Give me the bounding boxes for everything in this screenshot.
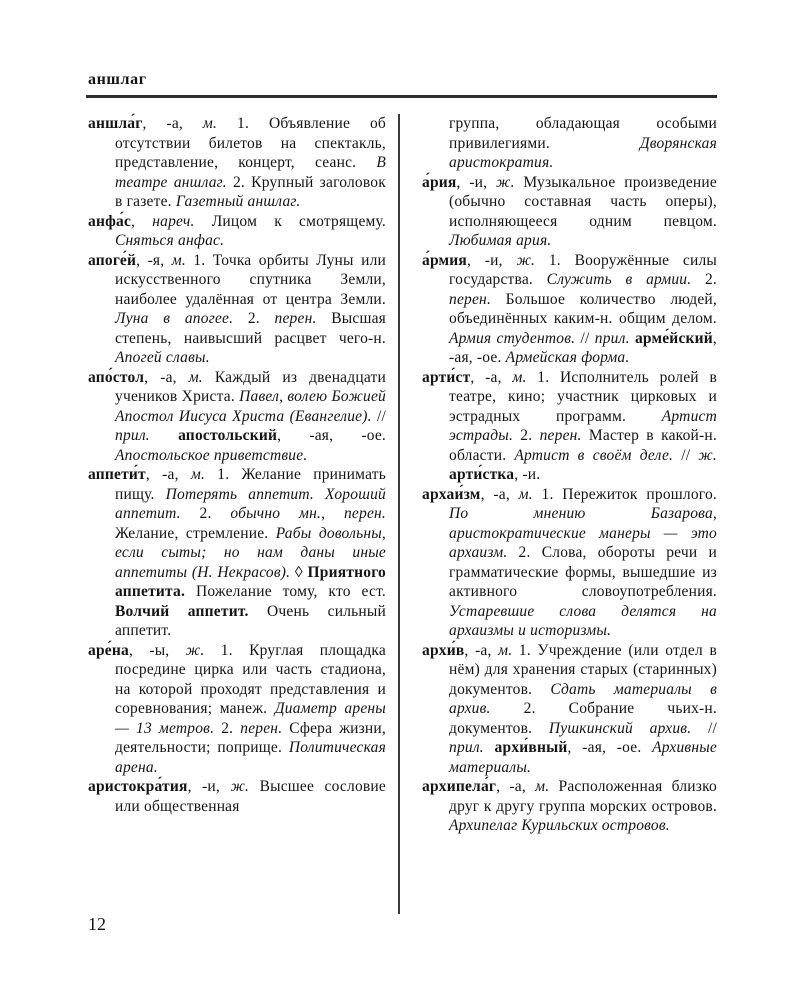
bold-term: архи́вный <box>494 739 568 756</box>
definition-text: Пожелание тому, кто ест. <box>185 583 386 600</box>
definition-text: , -и, <box>467 251 517 269</box>
definition-text: 2. Слова, обороты речи и грамматические формы, вышедшие из активного словоупотребления. <box>449 544 717 600</box>
right-column <box>422 114 717 914</box>
italic-example: м. <box>518 485 533 503</box>
definition-text <box>150 427 178 444</box>
entry-anshlag <box>88 114 386 212</box>
bold-term: Приятного аппетита. <box>115 563 386 600</box>
italic-example: м. <box>202 115 218 132</box>
definition-text: Очень сильный аппетит. <box>115 602 387 639</box>
definition-text: Высшее сословие или общественная <box>115 778 386 815</box>
entry-aristokratiya-continued <box>422 114 717 173</box>
definition-text: , -ая, -ое. <box>449 329 717 366</box>
definition-text: 2. Собрание чьих-н. документов. <box>449 700 717 737</box>
italic-example: обычно мн., перен. <box>230 505 386 522</box>
definition-text: , -а, <box>496 778 536 795</box>
definition-text: , -ая, -ое. <box>277 427 386 444</box>
definition-text: Желание, стремление. <box>115 524 276 542</box>
italic-example: Диаметр арены — 13 метров. <box>115 700 386 737</box>
definition-text: , -а, <box>142 115 203 132</box>
definition-text: Лицом к смотрящему. <box>194 212 387 230</box>
entry-aristokratiya <box>88 777 386 816</box>
definition-text <box>484 739 495 756</box>
headword: архаи́зм <box>422 485 481 503</box>
italic-example: ж. <box>516 251 536 269</box>
italic-example: Луна в апогее. <box>115 310 234 327</box>
italic-example: Павел, волею Божией Апостол Иисуса Христа (Евангелие). <box>115 388 386 425</box>
italic-example: Апостольское приветствие. <box>115 446 308 464</box>
headword: архипела́г <box>422 778 497 795</box>
header-rule <box>86 95 717 98</box>
definition-text: , -ая, -ое. <box>567 739 653 756</box>
headword: архи́в <box>422 641 465 659</box>
definition-text: , -и, <box>456 173 496 191</box>
entry-apostol <box>88 368 386 466</box>
definition-text: 2. <box>691 271 717 288</box>
definition-text: Сфера жизни, деятельности; поприще. <box>115 719 386 756</box>
italic-example: м. <box>512 368 527 386</box>
italic-example: м. <box>188 368 203 386</box>
italic-example: ж. <box>185 641 205 659</box>
entry-armiya <box>422 251 717 368</box>
definition-text: 2. <box>180 505 231 522</box>
italic-example: м. <box>535 778 550 795</box>
italic-example: В театре аншлаг. <box>115 154 386 191</box>
italic-example: прил. <box>594 329 630 347</box>
headword: а́рмия <box>422 251 468 269</box>
definition-text: , -и, <box>187 778 231 795</box>
italic-example: Архивные материалы. <box>449 739 717 776</box>
definition-text: , -а, <box>480 485 519 503</box>
definition-text: 1. Объявление об отсутствии билетов на спектакль, представление, концерт, сеанс. <box>115 115 386 171</box>
italic-example: перен. <box>539 427 582 444</box>
italic-example: Устаревшие слова делятся на архаизмы и историзмы. <box>449 602 717 639</box>
definition-text: , -я, <box>136 251 172 269</box>
definition-text: // <box>673 446 699 464</box>
italic-example: Политическая арена. <box>115 739 386 776</box>
entry-arena <box>88 641 386 778</box>
italic-example: Сняться анфас. <box>115 232 225 249</box>
italic-example: Артист в своём деле. <box>514 446 674 464</box>
italic-example: Архипелаг Курильских островов. <box>449 817 670 834</box>
definition-text: // <box>691 719 717 737</box>
italic-example: Армейская форма. <box>505 349 630 366</box>
definition-text: 1. Желание принимать пищу. <box>115 466 386 503</box>
definition-text: , -а, <box>464 641 499 659</box>
definition-text: 2. Крупный заголовок в газете. <box>115 173 386 210</box>
definition-text: , -и. <box>514 466 541 483</box>
italic-example: Служить в армии. <box>546 271 692 288</box>
italic-example: м. <box>171 251 186 269</box>
entry-arkhiv <box>422 641 717 778</box>
italic-example: Газетный аншлаг. <box>175 193 301 210</box>
definition-text: группа, обладающая особыми привилегиями. <box>449 115 717 152</box>
italic-example: Потерять аппетит. Хороший аппетит. <box>115 485 386 522</box>
definition-text: ◊ <box>290 563 308 581</box>
definition-text: 1. Учреждение (или отдел в нём) для хранения старых (старинных) документов. <box>449 641 717 698</box>
headword: апоге́й <box>88 251 137 269</box>
headword: анфа́с <box>88 212 132 230</box>
definition-text: 2. <box>233 310 275 327</box>
italic-example: прил. <box>449 739 484 756</box>
bold-term: арме́йский <box>634 329 713 347</box>
entry-arkhipelag <box>422 777 717 836</box>
italic-example: Апогей славы. <box>115 349 210 366</box>
definition-text: Высшая степень, наивысший расцвет чего-н. <box>115 310 386 347</box>
definition-text: 1. Пережиток прошлого. <box>532 485 717 503</box>
headword: аншла́г <box>88 115 143 132</box>
definition-text: , -а, <box>144 368 189 386</box>
entry-ariya <box>422 173 717 251</box>
italic-example: Любимая ария. <box>449 232 552 249</box>
headword: арти́ст <box>422 368 471 386</box>
entry-appetit <box>88 465 386 641</box>
bold-term: арти́стка <box>449 466 515 483</box>
definition-text: Расположенная близко друг к другу группа морских островов. <box>449 778 717 815</box>
entry-artist <box>422 368 717 485</box>
left-column <box>88 114 386 914</box>
definition-text: Музыкальное произведение (обычно составная часть оперы), исполняющееся одним певцом. <box>449 173 717 230</box>
bold-term: апостольский <box>178 427 278 444</box>
italic-example: перен. <box>274 310 317 327</box>
definition-text: , -а, <box>145 466 191 483</box>
entry-apogey <box>88 251 386 368</box>
entry-anfas <box>88 212 386 251</box>
definition-text: Большое количество людей, объединённых каким-н. общим делом. <box>449 290 717 327</box>
running-head: аншлаг <box>88 71 147 88</box>
italic-example: м. <box>498 641 513 659</box>
definition-text: 1. Вооружённые силы государства. <box>449 251 717 288</box>
definition-text: 1. Исполнитель ролей в театре, кино; участник цирковых и эстрадных программ. <box>449 368 717 425</box>
headword: апо́стол <box>88 368 145 386</box>
headword: аре́на <box>88 641 129 659</box>
definition-text: , <box>131 212 153 230</box>
page-number: 12 <box>88 914 106 934</box>
italic-example: Артист эстрады. <box>449 407 717 444</box>
italic-example: Сдать материалы в архив. <box>449 680 717 717</box>
italic-example: ж. <box>230 778 250 795</box>
italic-example: Армия студентов. <box>449 329 576 347</box>
italic-example: Рабы довольны, если сыты; но нам даны иные аппетиты (Н. Некрасов). <box>115 524 386 581</box>
bold-term: Волчий аппетит. <box>115 602 249 620</box>
definition-text: , -ы, <box>128 641 186 659</box>
italic-example: Дворянская аристократия. <box>449 134 717 171</box>
italic-example: перен. <box>240 719 283 737</box>
italic-example: ж. <box>495 173 515 191</box>
italic-example: перен. <box>449 290 492 308</box>
italic-example: По мнению Базарова, аристократические манеры — это архаизм. <box>449 505 717 561</box>
definition-text: Мастер в какой-н. области. <box>449 427 717 464</box>
italic-example: ж. <box>698 446 717 464</box>
definition-text: // <box>371 407 386 425</box>
italic-example: м. <box>190 466 206 483</box>
definition-text: 1. Круглая площадка посредине цирка или часть стадиона, на которой проходят представления и соревнования; манеж. <box>115 641 386 717</box>
definition-text: , -а, <box>470 368 513 386</box>
italic-example: прил. <box>115 427 150 444</box>
italic-example: Пушкинский архив. <box>548 719 692 737</box>
entry-arkhaizm <box>422 485 717 641</box>
definition-text: 1. Точка орбиты Луны или искусственного спутника Земли, наиболее удалённая от центра Земли. <box>115 251 386 308</box>
definition-text: // <box>575 329 595 347</box>
italic-example: нареч. <box>152 212 195 230</box>
text-columns <box>88 114 717 914</box>
column-divider <box>398 114 400 914</box>
definition-text: Каждый из двенадцати учеников Христа. <box>115 368 386 405</box>
headword: аппети́т <box>88 466 146 483</box>
definition-text: 2. <box>513 427 540 444</box>
headword: аристокра́тия <box>88 778 188 795</box>
definition-text: 2. <box>214 719 241 737</box>
headword: а́рия <box>422 173 457 191</box>
